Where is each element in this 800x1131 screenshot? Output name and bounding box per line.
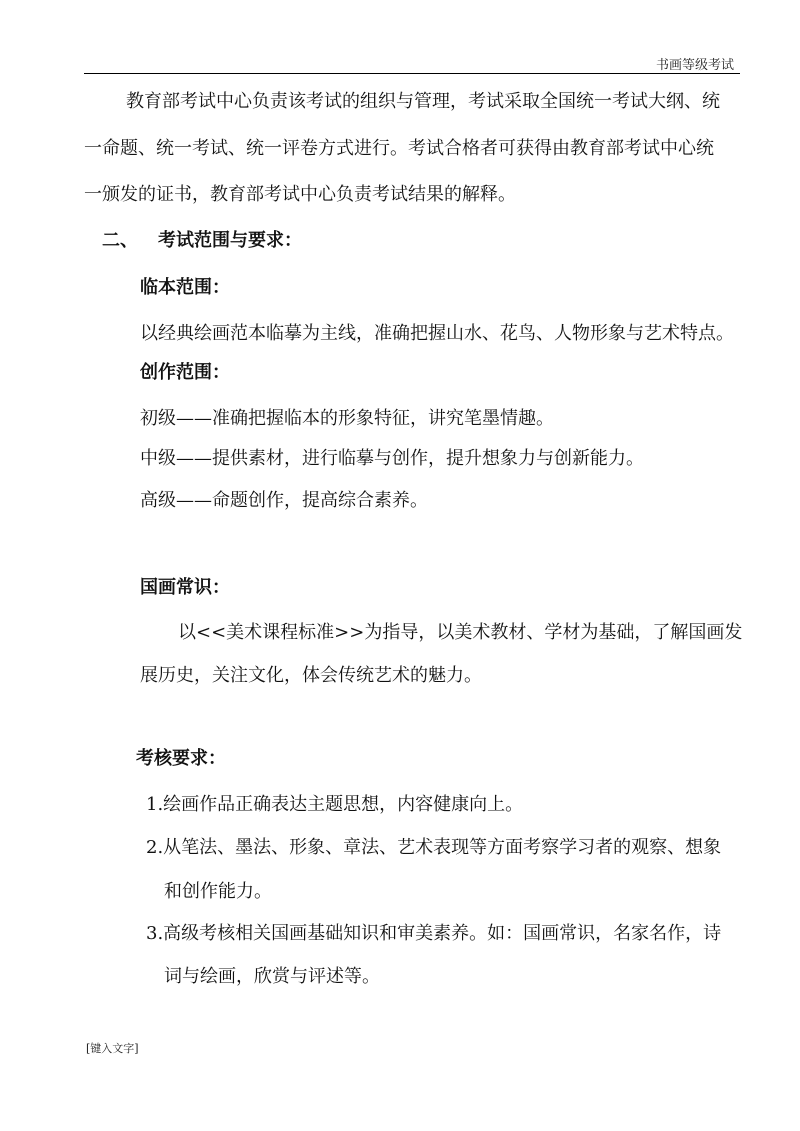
intro-line-3: 一颁发的证书，教育部考试中心负责考试结果的解释。 [84, 184, 516, 205]
creation-level-beginner: 初级——准确把握临本的形象特征，讲究笔墨情趣。 [140, 408, 554, 429]
section-2-title: 考试范围与要求： [158, 230, 302, 251]
assessment-item-3-cont: 词与绘画，欣赏与评述等。 [164, 966, 380, 987]
assessment-item-1: 1.绘画作品正确表达主题思想，内容健康向上。 [146, 794, 524, 815]
copy-scope-text: 以经典绘画范本临摹为主线，准确把握山水、花鸟、人物形象与艺术特点。 [140, 323, 734, 344]
general-knowledge-line-2: 展历史，关注文化，体会传统艺术的魅力。 [140, 665, 482, 686]
copy-scope-heading: 临本范围： [140, 277, 230, 298]
footer-placeholder: [键入文字] [86, 1042, 139, 1055]
section-2-number: 二、 [102, 230, 138, 251]
creation-level-intermediate: 中级——提供素材，进行临摹与创作，提升想象力与创新能力。 [140, 448, 644, 469]
intro-line-2: 一命题、统一考试、统一评卷方式进行。考试合格者可获得由教育部考试中心统 [84, 138, 714, 159]
creation-scope-heading: 创作范围： [140, 362, 230, 383]
assessment-item-2-cont: 和创作能力。 [164, 881, 272, 902]
general-knowledge-heading: 国画常识： [140, 577, 230, 598]
assessment-item-3: 3.高级考核相关国画基础知识和审美素养。如：国画常识，名家名作，诗 [146, 923, 722, 944]
assessment-item-2: 2.从笔法、墨法、形象、章法、艺术表现等方面考察学习者的观察、想象 [146, 837, 722, 858]
page-header-title: 书画等级考试 [655, 58, 734, 73]
creation-level-advanced: 高级——命题创作，提高综合素养。 [140, 490, 428, 511]
assessment-heading: 考核要求： [136, 748, 226, 769]
general-knowledge-line-1: 以<<美术课程标准>>为指导，以美术教材、学材为基础，了解国画发 [178, 622, 743, 643]
intro-line-1: 教育部考试中心负责该考试的组织与管理，考试采取全国统一考试大纲、统 [126, 91, 720, 112]
header-divider [84, 73, 740, 74]
